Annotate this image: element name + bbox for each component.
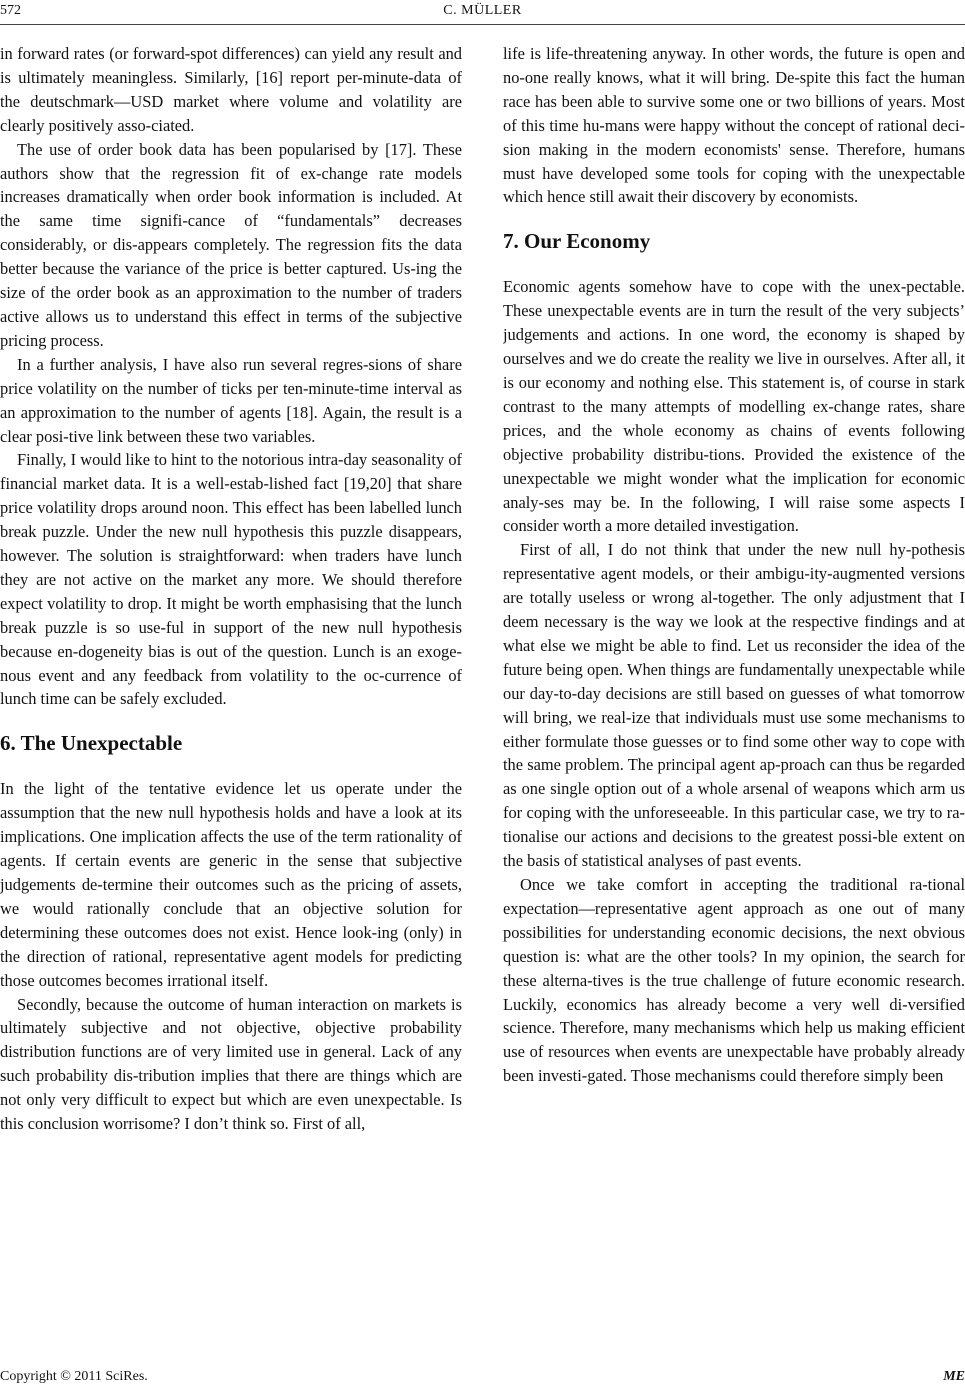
page-footer <box>0 1366 965 1388</box>
running-head-author: C. MÜLLER <box>443 3 522 18</box>
section-heading-our-economy: 7. Our Economy <box>503 229 651 254</box>
header-rule <box>0 24 965 25</box>
paragraph: First of all, I do not think that under the new null hy-pothesis representative agent models, or their ambigu-ity-augmented versions are totally useless or wrong al-together. The only adjustment that I deem necessary is the way we look at the respective findings and at what else we might be able to find. Let us reconsider the idea of the future being open. When things are fundamentally unexpectable while our day-to-day decisions are still based on guesses of what tomorrow will bring, we real-ize that individuals must use some mechanisms to either formulate those guesses or to find some other way to cope with the same problem. The principal agent ap-proach can thus be regarded as one single option out of a whole arsenal of weapons which arm us for coping with the unforeseeable. In this particular case, we try to ra-tionalise our actions and decisions to the greatest possi-ble extent on the basis of statistical analyses of past events. <box>503 540 965 871</box>
paragraph: Economic agents somehow have to cope with the unex-pectable. These unexpectable events are in turn the result of the very subjects’ judgements and actions. In one word, the economy is shaped by ourselves and we do create the reality we live in ourselves. After all, it is our economy and nothing else. This statement is, of course in stark contrast to the many attempts of modelling ex-change rates, share prices, and the whole economy as chains of events following objective probability distribu-tions. Provided the existence of the unexpectable we might wonder what the implication for economic analy-ses may be. In the following, I will raise some aspects I consider worth a more detailed investigation. <box>503 277 965 536</box>
section-heading-unexpectable: 6. The Unexpectable <box>0 731 183 756</box>
paragraph: Once we take comfort in accepting the traditional ra-tional expectation—representative agent approach as one out of many possibilities for understanding economic decisions, the next obvious question is: what are the other tools? In my opinion, the search for these alterna-tives is the true challenge of future economic research. Luckily, economics has already become a very well di-versified science. Therefore, many mechanisms which help us making efficient use of resources when events are unexpectable have probably already been investi-gated. Those mechanisms could therefore simply been <box>503 875 965 1086</box>
paragraph: The use of order book data has been popularised by [17]. These authors show that the regression fit of ex-change rate models increases dramatically when order book information is included. At the same time signifi-cance of “fundamentals” decreases considerably, or dis-appears completely. The regression fits the data better because the variance of the price is better captured. Us-ing the size of the order book as an approximation to the number of traders active allows us to understand this effect in terms of the subjective pricing process. <box>0 139 462 350</box>
right-column <box>503 42 965 1352</box>
paragraph: life is life-threatening anyway. In other words, the future is open and no-one really knows, what it will bring. De-spite this fact the human race has been able to survive some one or two billions of years. Most of this time hu-mans were happy without the concept of rational deci-sion making in the modern economists' sense. Therefore, humans must have developed some tools for coping with the unexpectable which hence still await their discovery by economists. <box>503 44 965 207</box>
paragraph: in forward rates (or forward-spot differences) can yield any result and is ultimately meaningless. Similarly, [16] report per-minute-data of the deutschmark—USD market where volume and volatility are clearly positively asso-ciated. <box>0 44 462 135</box>
paragraph: Secondly, because the outcome of human interaction on markets is ultimately subjective and not objective, objective probability distribution functions are of very limited use in general. Lack of any such probability dis-tribution implies that there are things which are not only very difficult to expect but which are even unexpectable. Is this conclusion worrisome? I don’t think so. First of all, <box>0 994 462 1134</box>
paragraph: In a further analysis, I have also run several regres-sions of share price volatility on the number of ticks per ten-minute-time interval as an approximation to the number of agents [18]. Again, the result is a clear posi-tive link between these two variables. <box>0 354 462 446</box>
page-number: 572 <box>0 3 21 18</box>
left-column <box>0 42 462 1352</box>
page-header <box>0 0 965 28</box>
journal-abbreviation: ME <box>943 1369 965 1384</box>
paragraph: Finally, I would like to hint to the notorious intra-day seasonality of financial market data. It is a well-estab-lished fact [19,20] that share price volatility drops around noon. This effect has been labelled lunch break puzzle. Under the new null hypothesis this puzzle disappears, however. The solution is straightforward: when traders have lunch they are not active on the market any more. We should therefore expect volatility to drop. It might be worth emphasising that the lunch break puzzle is so use-ful in support of the new null hypothesis because en-dogeneity bias is out of the question. Lunch is an exoge-nous event and any feedback from volatility to the oc-currence of lunch time can be safely excluded. <box>0 450 462 709</box>
copyright-notice: Copyright © 2011 SciRes. <box>0 1369 148 1384</box>
paragraph: In the light of the tentative evidence let us operate under the assumption that the new null hypothesis holds and have a look at its implications. One implication affects the use of the term rationality of agents. If certain events are generic in the sense that subjective judgements de-termine their outcomes such as the pricing of assets, we would rationally conclude that an objective solution for determining these outcomes does not exist. Hence look-ing (only) in the direction of rational, representative agent models for predicting those outcomes becomes irrational itself. <box>0 779 462 990</box>
